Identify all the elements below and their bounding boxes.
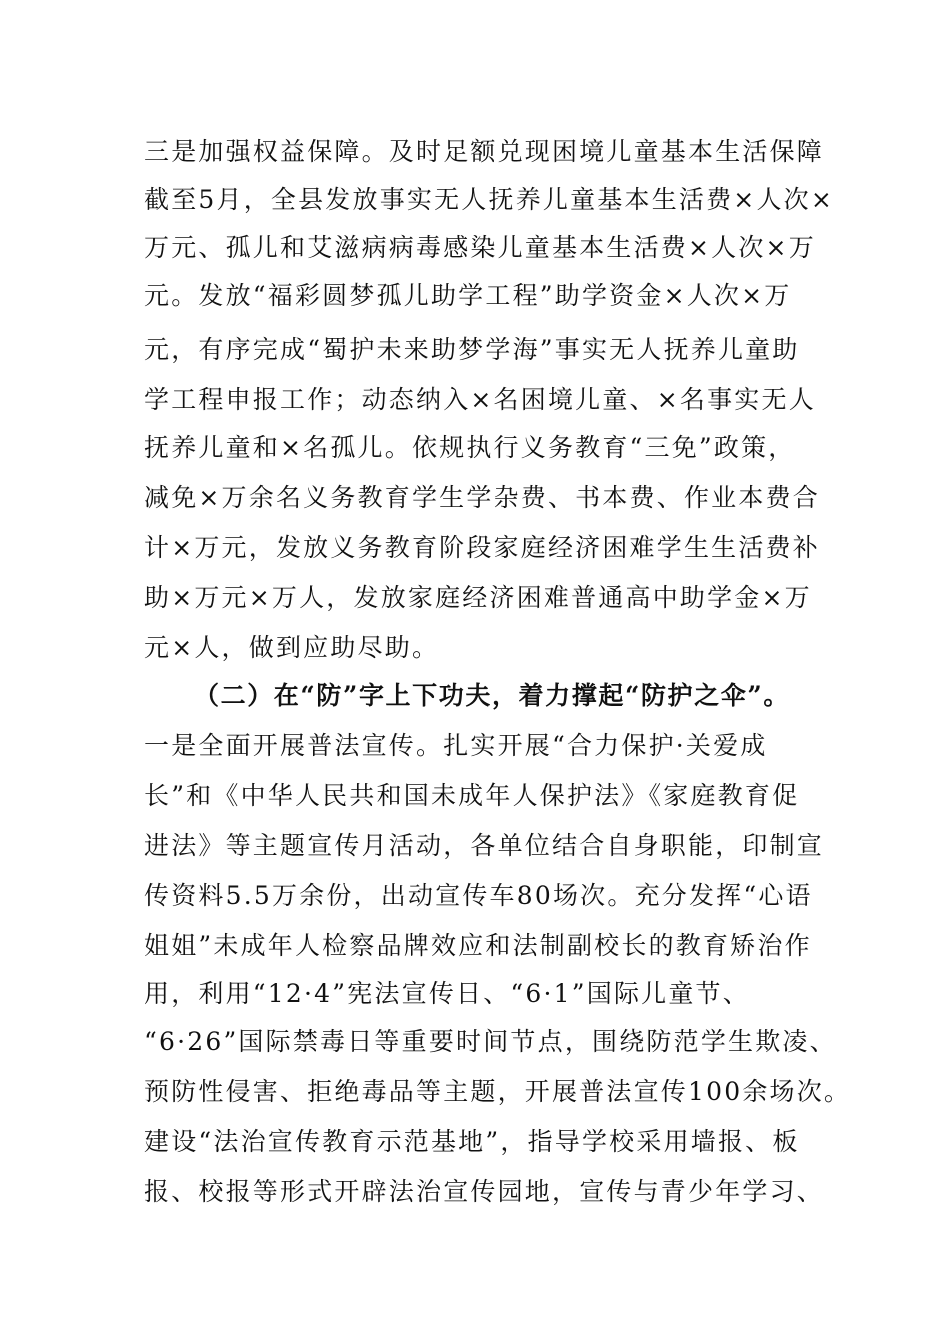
body-text-line: 抚养儿童和×名孤儿。依规执行义务教育“三免”政策， [144,433,796,462]
body-text-line: 计×万元，发放义务教育阶段家庭经济困难学生生活费补 [144,533,820,562]
body-text-line: 用，利用“12·4”宪法宣传日、“6·1”国际儿童节、 [144,979,750,1008]
body-text-line: “6·26”国际禁毒日等重要时间节点，围绕防范学生欺凌、 [144,1027,837,1056]
body-text-line: 减免×万余名义务教育学生学杂费、书本费、作业本费合 [144,483,820,512]
section-heading: （二）在“防”字上下功夫，着力撑起“防护之伞”。 [194,681,790,710]
body-text-line: 元×人，做到应助尽助。 [144,633,440,662]
body-text-line: 截至5月，全县发放事实无人抚养儿童基本生活费×人次× [144,185,835,214]
body-text-line: 传资料5.5万余份，出动宣传车80场次。充分发挥“心语 [144,881,813,910]
body-text-line: 进法》等主题宣传月活动，各单位结合自身职能，印制宣 [144,831,825,860]
body-text-line: 一是全面开展普法宣传。扎实开展“合力保护·关爱成 [144,731,768,760]
body-text-line: 三是加强权益保障。及时足额兑现困境儿童基本生活保障 [144,137,825,166]
body-text-line: 元。发放“福彩圆梦孤儿助学工程”助学资金×人次×万 [144,281,792,310]
body-text-line: 学工程申报工作；动态纳入×名困境儿童、×名事实无人 [144,385,816,414]
body-text-line: 助×万元×万人，发放家庭经济困难普通高中助学金×万 [144,583,812,612]
body-text-line: 姐姐”未成年人检察品牌效应和法制副校长的教育矫治作 [144,931,812,960]
body-text-line: 预防性侵害、拒绝毒品等主题，开展普法宣传100余场次。 [144,1077,852,1106]
body-text-line: 元，有序完成“蜀护未来助梦学海”事实无人抚养儿童助 [144,335,800,364]
body-text-line: 万元、孤儿和艾滋病病毒感染儿童基本生活费×人次×万 [144,233,816,262]
body-text-line: 长”和《中华人民共和国未成年人保护法》《家庭教育促 [144,781,800,810]
body-text-line: 报、校报等形式开辟法治宣传园地，宣传与青少年学习、 [144,1177,825,1206]
body-text-line: 建设“法治宣传教育示范基地”，指导学校采用墙报、板 [144,1127,800,1156]
